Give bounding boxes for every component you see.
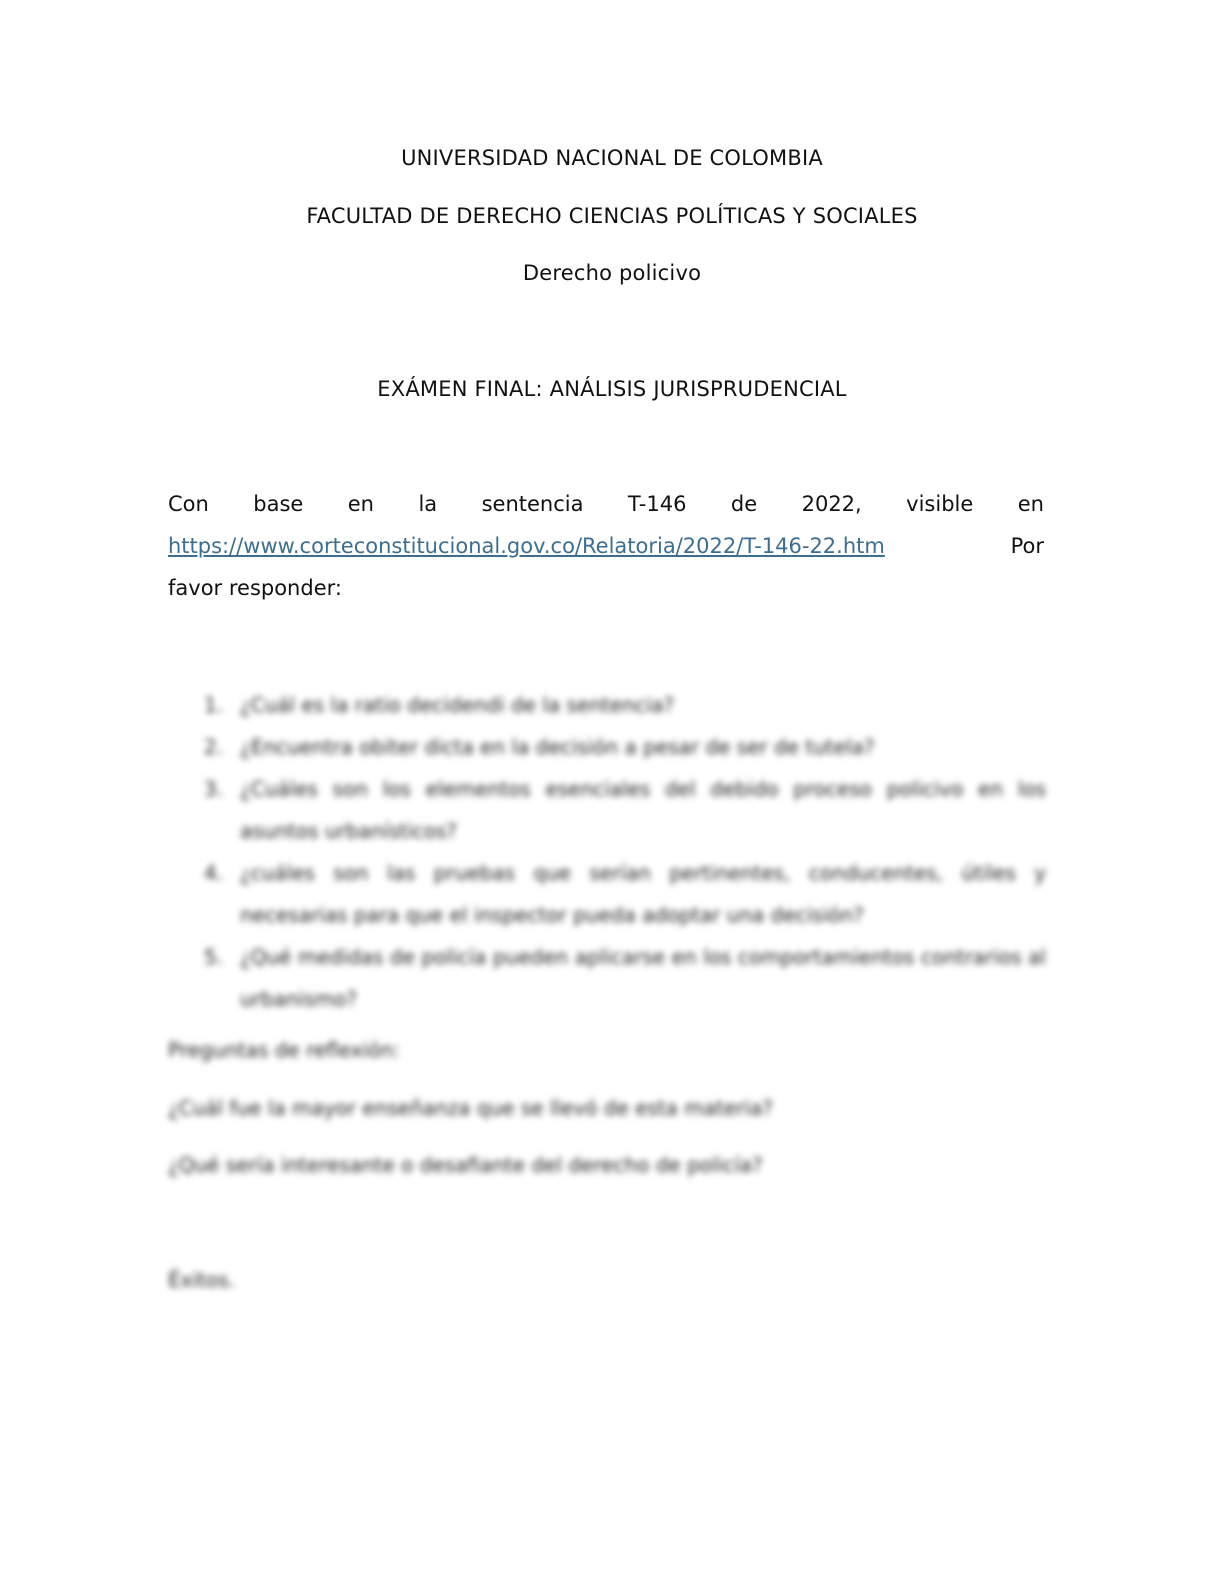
question-text: ¿Encuentra obiter dicta en la decisión a pesar de ser de tutela? <box>240 735 875 759</box>
question-text: ¿cuáles son las pruebas que serían pertinentes, conducentes, útiles y necesarias para que el inspector pueda adoptar una decisión? <box>240 861 1046 927</box>
intro-paragraph <box>168 483 1044 609</box>
faculty-name: FACULTAD DE DERECHO CIENCIAS POLÍTICAS Y SOCIALES <box>306 204 918 228</box>
intro-word: Con <box>168 492 209 516</box>
list-item <box>204 684 1046 726</box>
question-number: 1. <box>204 693 224 717</box>
question-text: ¿Qué medidas de policía pueden aplicarse en los comportamientos contrarios al urbanismo? <box>240 945 1046 1011</box>
intro-line-3: favor responder: <box>168 576 342 600</box>
reflection-question-1: ¿Cuál fue la mayor enseñanza que se llevó de esta materia? <box>168 1096 773 1120</box>
intro-word: en <box>1017 492 1044 516</box>
questions-list <box>204 684 1046 1020</box>
reflection-question-2: ¿Qué sería interesante o desafiante del derecho de policía? <box>168 1153 763 1177</box>
question-text: ¿Cuál es la ratio decidendi de la sentencia? <box>240 693 675 717</box>
list-item <box>204 726 1046 768</box>
question-text: ¿Cuáles son los elementos esenciales del debido proceso policivo en los asuntos urbanísticos? <box>240 777 1046 843</box>
intro-word: Por <box>1010 534 1044 558</box>
question-number: 2. <box>204 735 224 759</box>
list-item <box>204 852 1046 936</box>
list-item <box>204 936 1046 1020</box>
intro-line-2 <box>168 525 1044 567</box>
closing-text: Éxitos. <box>168 1268 235 1292</box>
intro-line-1 <box>168 483 1044 525</box>
exam-title: EXÁMEN FINAL: ANÁLISIS JURISPRUDENCIAL <box>377 377 847 401</box>
university-name: UNIVERSIDAD NACIONAL DE COLOMBIA <box>401 146 823 170</box>
intro-word: T-146 <box>627 492 687 516</box>
intro-word: visible <box>906 492 974 516</box>
question-number: 4. <box>204 861 224 885</box>
list-item <box>204 768 1046 852</box>
reflection-heading: Preguntas de reflexión: <box>168 1038 400 1062</box>
course-name: Derecho policivo <box>522 261 702 285</box>
intro-word: sentencia <box>481 492 584 516</box>
intro-word: en <box>347 492 374 516</box>
sentence-link[interactable]: https://www.corteconstitucional.gov.co/Relatoria/2022/T-146-22.htm <box>168 534 885 558</box>
intro-word: base <box>253 492 304 516</box>
question-number: 3. <box>204 777 224 801</box>
intro-word: la <box>418 492 438 516</box>
intro-word: de <box>730 492 758 516</box>
question-number: 5. <box>204 945 224 969</box>
intro-word: 2022, <box>801 492 862 516</box>
